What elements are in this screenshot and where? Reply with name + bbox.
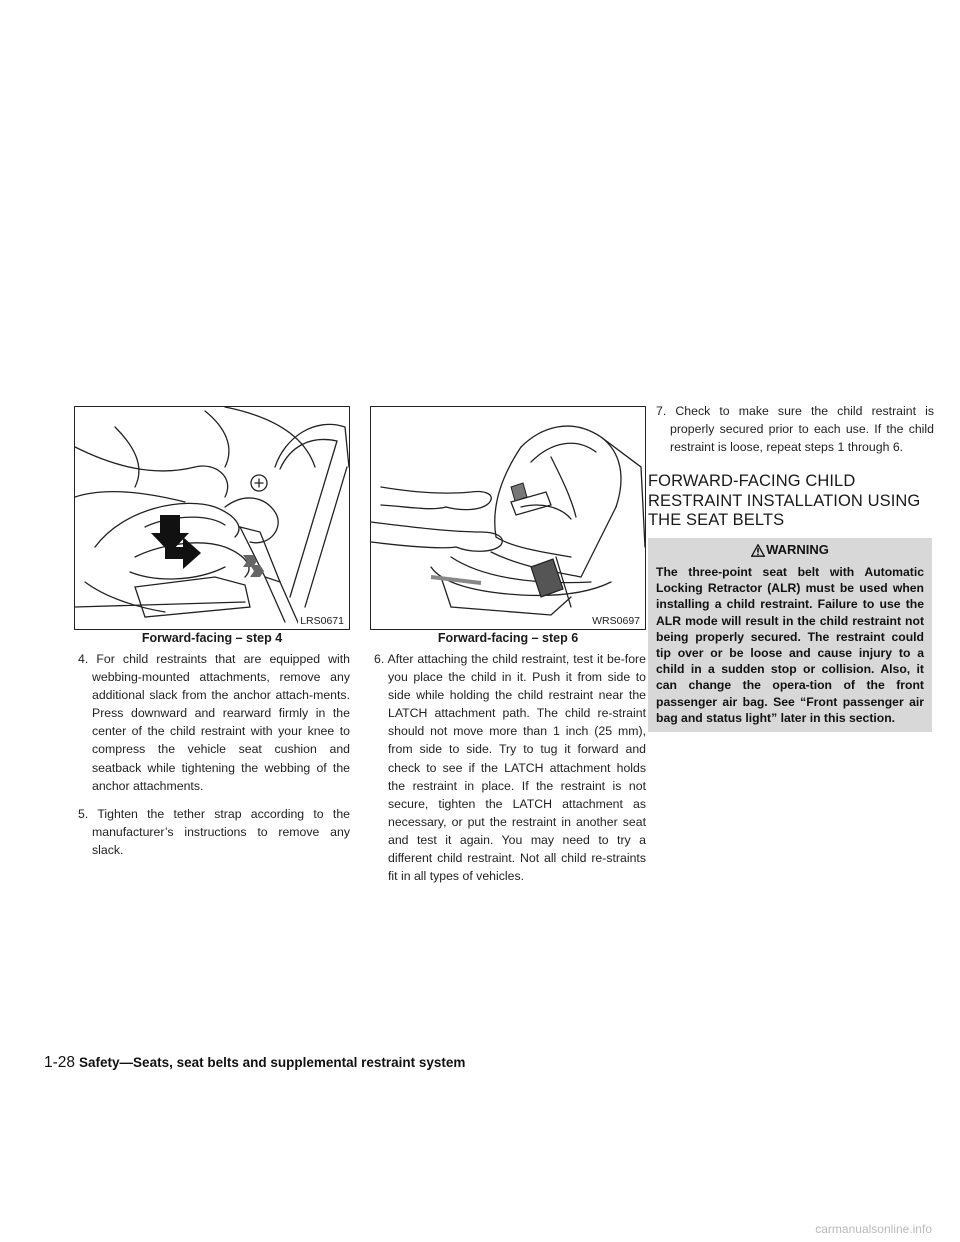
step-text: For child restraints that are equipped with webbing-mounted attachments, remove any additional slack from the anchor attach-ments. Press downward and rearward firmly in the center of the child restraint with your knee to compress the vehicle seat cushion and seatback while tightening the webbing of the anchor attachments. xyxy=(92,652,351,793)
steps-column-3 xyxy=(652,402,934,466)
illustration-knee-press xyxy=(75,407,350,630)
step-number: 7. xyxy=(656,404,667,418)
step-text: Check to make sure the child restraint is properly secured prior to each use. If the child restraint is loose, repeat steps 1 through 6. xyxy=(670,404,935,455)
list-item xyxy=(74,650,350,795)
illustration-test-restraint xyxy=(371,407,646,630)
steps-column-1 xyxy=(74,650,350,869)
figure-code: LRS0671 xyxy=(300,615,344,627)
list-item xyxy=(74,805,350,859)
page-footer xyxy=(44,1054,465,1072)
warning-triangle-icon xyxy=(751,544,765,557)
warning-text: The three-point seat belt with Automatic Locking Retractor (ALR) must be used when installing a child restraint. Failure to use the ALR mode will result in the child restraint not being properly secured. The restraint could tip over or be loose and cause injury to a child in a sudden stop or collision. Also, it can change the opera-tion of the front passenger air bag. See “Front passenger air bag and status light” later in this section. xyxy=(656,565,924,725)
page-number: 1-28 xyxy=(44,1054,76,1071)
figure-caption: Forward-facing – step 4 xyxy=(141,631,283,645)
step-number: 5. xyxy=(78,806,89,821)
figure-step-4 xyxy=(74,406,350,630)
warning-title xyxy=(656,540,924,560)
section-heading: FORWARD-FACING CHILD RESTRAINT INSTALLATION USING THE SEAT BELTS xyxy=(648,472,921,529)
warning-box xyxy=(648,538,932,732)
step-number: 6. xyxy=(374,652,385,666)
step-text: After attaching the child restraint, test it be-fore you place the child in it. Push it from side to side while holding the child restraint near the LATCH attachment path. The child re-straint should not move more than 1 inch (25 mm), from side to side. Try to tug it forward and check to see if the LATCH attachment holds the restraint in place. If the restraint is not secure, tighten the LATCH attachment as necessary, or put the restraint in another seat and test it again. You may need to try a different child restraint. Not all child re-straints fit in all types of vehicles. xyxy=(387,652,646,884)
watermark: carmanualsonline.info xyxy=(815,1222,932,1236)
figure-caption: Forward-facing – step 6 xyxy=(437,631,579,645)
figure-code: WRS0697 xyxy=(592,615,640,627)
footer-section-title: Safety—Seats, seat belts and supplemental restraint system xyxy=(79,1055,466,1070)
step-text: Tighten the tether strap according to the manufacturer’s instructions to remove any slack. xyxy=(92,806,350,857)
list-item xyxy=(652,402,934,456)
step-number: 4. xyxy=(78,652,89,666)
steps-column-2 xyxy=(370,650,646,895)
list-item xyxy=(370,650,646,885)
figure-step-6 xyxy=(370,406,646,630)
warning-title-text: WARNING xyxy=(766,542,829,557)
